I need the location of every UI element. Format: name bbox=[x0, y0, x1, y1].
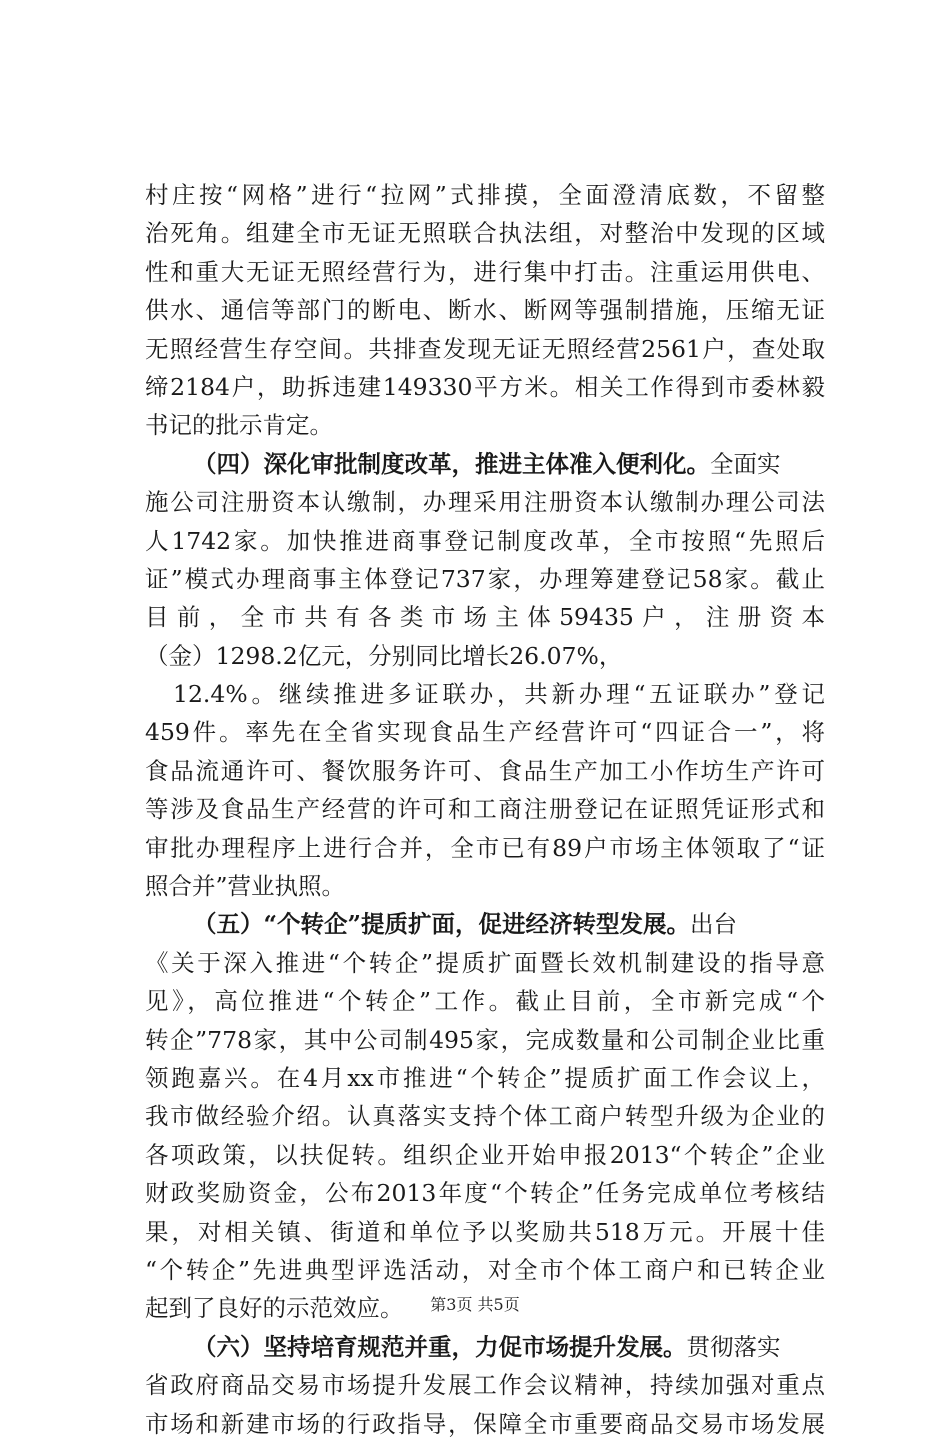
section-6-first-line-rest: 贯彻落实 bbox=[686, 1332, 781, 1361]
section-4-first-line-rest: 全面实 bbox=[710, 449, 781, 478]
text-line: 果，对相关镇、街道和单位予以奖励共518万元。开展十佳 bbox=[145, 1217, 825, 1246]
section-6-first-line bbox=[145, 1328, 825, 1366]
text-line: 12.4%。继续推进多证联办，共新办理“五证联办”登记 bbox=[173, 680, 825, 709]
section-6-heading: （六）坚持培育规范并重，力促市场提升发展。 bbox=[193, 1332, 687, 1361]
section-4-first-line bbox=[145, 445, 825, 483]
text-line: 照合并”营业执照。 bbox=[145, 872, 346, 901]
text-line: 证”模式办理商事主体登记737家，办理筹建登记58家。截止 bbox=[145, 564, 825, 593]
section-5-first-line-rest: 出台 bbox=[690, 910, 738, 939]
text-line: 见》，高位推进“个转企”工作。截止目前，全市新完成“个 bbox=[145, 987, 825, 1016]
text-line: 领跑嘉兴。在4月xx市推进“个转企”提质扩面工作会议上， bbox=[145, 1063, 825, 1092]
page-number-label: 第3页 共5页 bbox=[430, 1295, 520, 1314]
text-line: 我市做经验介绍。认真落实支持个体工商户转型升级为企业的 bbox=[145, 1102, 825, 1131]
text-line: 等涉及食品生产经营的许可和工商注册登记在证照凭证形式和 bbox=[145, 795, 825, 824]
text-line: 目前，全市共有各类市场主体59435户，注册资本 bbox=[145, 603, 825, 632]
text-line: 书记的批示肯定。 bbox=[145, 411, 333, 440]
text-line: “个转企”先进典型评选活动，对全市个体工商户和已转企业 bbox=[145, 1255, 825, 1284]
text-line: 财政奖励资金，公布2013年度“个转企”任务完成单位考核结 bbox=[145, 1179, 825, 1208]
text-line: 人1742家。加快推进商事登记制度改革，全市按照“先照后 bbox=[145, 526, 825, 555]
text-line: 缔2184户，助拆违建149330平方米。相关工作得到市委林毅 bbox=[145, 372, 825, 401]
text-line: 村庄按“网格”进行“拉网”式排摸，全面澄清底数，不留整 bbox=[145, 181, 825, 209]
text-line: （金）1298.2亿元，分别同比增长26.07%， bbox=[145, 641, 623, 670]
text-line: 《关于深入推进“个转企”提质扩面暨长效机制建设的指导意 bbox=[145, 948, 825, 977]
text-line: 市场和新建市场的行政指导，保障全市重要商品交易市场发展 bbox=[145, 1409, 825, 1438]
text-line: 无照经营生存空间。共排查发现无证无照经营2561户，查处取 bbox=[145, 334, 825, 363]
section-5-first-line bbox=[145, 905, 825, 943]
text-line: 供水、通信等部门的断电、断水、断网等强制措施，压缩无证 bbox=[145, 296, 825, 325]
text-line: 施公司注册资本认缴制，办理采用注册资本认缴制办理公司法 bbox=[145, 488, 825, 517]
section-4-heading: （四）深化审批制度改革，推进主体准入便利化。 bbox=[193, 449, 710, 478]
body-text bbox=[145, 176, 825, 1443]
page-footer bbox=[0, 1292, 950, 1315]
text-line: 审批办理程序上进行合并，全市已有89户市场主体领取了“证 bbox=[145, 833, 825, 862]
text-line: 459件。率先在全省实现食品生产经营许可“四证合一”，将 bbox=[145, 718, 825, 747]
text-line: 转企”778家，其中公司制495家，完成数量和公司制企业比重 bbox=[145, 1025, 825, 1054]
section-5-heading: （五）“个转企”提质扩面，促进经济转型发展。 bbox=[193, 910, 691, 939]
text-line: 治死角。组建全市无证无照联合执法组，对整治中发现的区域 bbox=[145, 219, 825, 248]
text-line: 食品流通许可、餐饮服务许可、食品生产加工小作坊生产许可 bbox=[145, 756, 825, 785]
text-line: 性和重大无证无照经营行为，进行集中打击。注重运用供电、 bbox=[145, 257, 825, 286]
text-line: 起到了良好的示范效应。 bbox=[145, 1294, 404, 1323]
text-line: 各项政策，以扶促转。组织企业开始申报2013“个转企”企业 bbox=[145, 1140, 825, 1169]
text-line: 省政府商品交易市场提升发展工作会议精神，持续加强对重点 bbox=[145, 1371, 825, 1400]
